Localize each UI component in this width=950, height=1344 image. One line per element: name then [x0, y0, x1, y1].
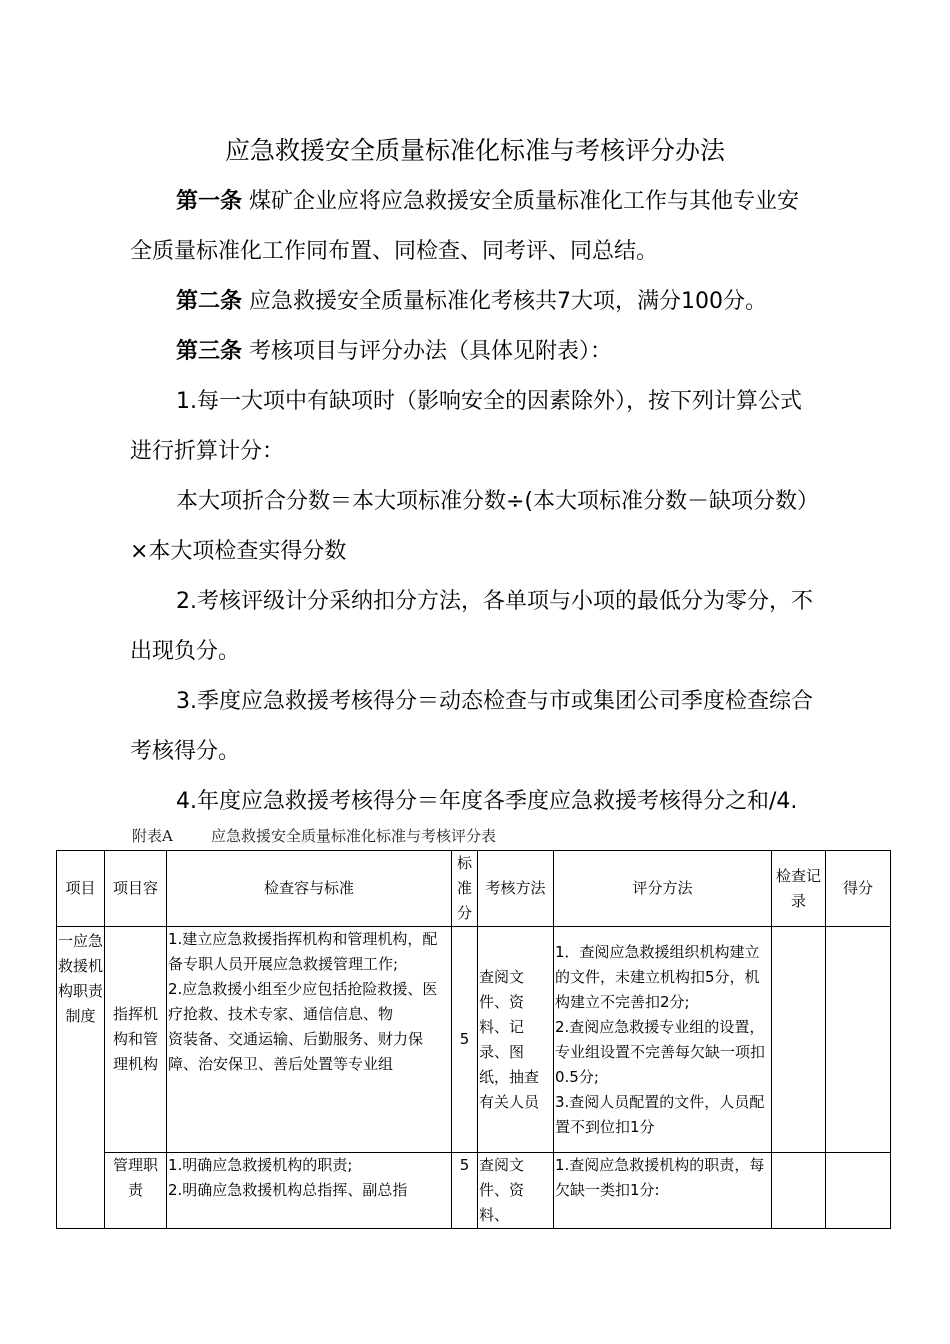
- document-title: 应急救援安全质量标准化标准与考核评分办法: [224, 136, 725, 165]
- scoring-cell: 1．查阅应急救援组织机构建立的文件，未建立机构扣5分，机构建立不完善扣2分; 2.查阅应急救援专业组的设置，专业组设置不完善每欠缺一项扣0.5分; 3.查阅人员配置的文件，人员配置不到位扣1分: [554, 927, 772, 1153]
- record-cell: [772, 1153, 826, 1229]
- assessment-table: [56, 850, 891, 1229]
- score-cell: [826, 1153, 891, 1229]
- formula: [130, 477, 820, 577]
- rule-item-3: [130, 677, 820, 777]
- rule-item-3-text: 3.季度应急救援考核得分＝动态检查与市或集团公司季度检查综合考核得分。: [130, 689, 813, 764]
- header-score: 得分: [826, 851, 891, 927]
- score-cell: [826, 927, 891, 1153]
- rule-item-1-text: 1.每一大项中有缺项时（影响安全的因素除外），按下列计算公式进行折算计分：: [130, 389, 802, 464]
- method-cell: 查阅文件、资料、记录、图纸，抽查有关人员: [478, 927, 554, 1153]
- rule-item-2-text: 2.考核评级计分采纳扣分方法，各单项与小项的最低分为零分，不出现负分。: [130, 589, 813, 664]
- article-3-label: 第三条: [176, 339, 243, 364]
- article-2-label: 第二条: [176, 289, 243, 314]
- header-project: 项目: [57, 851, 105, 927]
- article-1-text: 煤矿企业应将应急救援安全质量标准化工作与其他专业安全质量标准化工作同布置、同检查、同考评、同总结。: [130, 189, 800, 264]
- record-cell: [772, 927, 826, 1153]
- article-1: [130, 177, 820, 277]
- formula-text: 本大项折合分数＝本大项标准分数÷(本大项标准分数－缺项分数）×本大项检查实得分数: [130, 489, 820, 564]
- article-2: [130, 277, 820, 327]
- group-cell: 一应急救援机构职责制度: [57, 927, 105, 1229]
- table-row: [57, 927, 891, 1153]
- content-cell: 管理职责: [105, 1153, 167, 1229]
- table-header-row: [57, 851, 891, 927]
- standard-cell: 1.明确应急救援机构的职责; 2.明确应急救援机构总指挥、副总指: [167, 1153, 452, 1229]
- table-caption: 附表A 应急救援安全质量标准化标准与考核评分表: [132, 827, 496, 845]
- rule-item-4-text: 4.年度应急救援考核得分＝年度各季度应急救援考核得分之和/4.: [176, 789, 798, 814]
- header-content: 项目容: [105, 851, 167, 927]
- standard-cell: 1.建立应急救援指挥机构和管理机构，配备专职人员开展应急救援管理工作; 2.应急救援小组至少应包括抢险救援、医疗抢救、技术专家、通信信息、物 资装备、交通运输、后勤服务、财力保 障、治安保卫、善后处置等专业组: [167, 927, 452, 1153]
- score-std-cell: 5: [452, 927, 478, 1153]
- rule-item-1: [130, 377, 820, 477]
- content-cell: 指挥机构和管理机构: [105, 927, 167, 1153]
- article-3: [130, 327, 820, 377]
- header-standard: 检查容与标准: [167, 851, 452, 927]
- article-2-text: 应急救援安全质量标准化考核共7大项，满分100分。: [242, 289, 767, 314]
- header-scoring: 评分方法: [554, 851, 772, 927]
- rule-item-4: [130, 777, 820, 827]
- rule-item-2: [130, 577, 820, 677]
- article-3-text: 考核项目与评分办法（具体见附表）：: [242, 339, 613, 364]
- score-std-cell: 5: [452, 1153, 478, 1229]
- method-cell: 查阅文件、资料、: [478, 1153, 554, 1229]
- header-score-std: 标准分: [452, 851, 478, 927]
- table-row: [57, 1153, 891, 1229]
- header-method: 考核方法: [478, 851, 554, 927]
- header-record: 检查记录: [772, 851, 826, 927]
- scoring-cell: 1.查阅应急救援机构的职责，每欠缺一类扣1分:: [554, 1153, 772, 1229]
- article-1-label: 第一条: [176, 189, 243, 214]
